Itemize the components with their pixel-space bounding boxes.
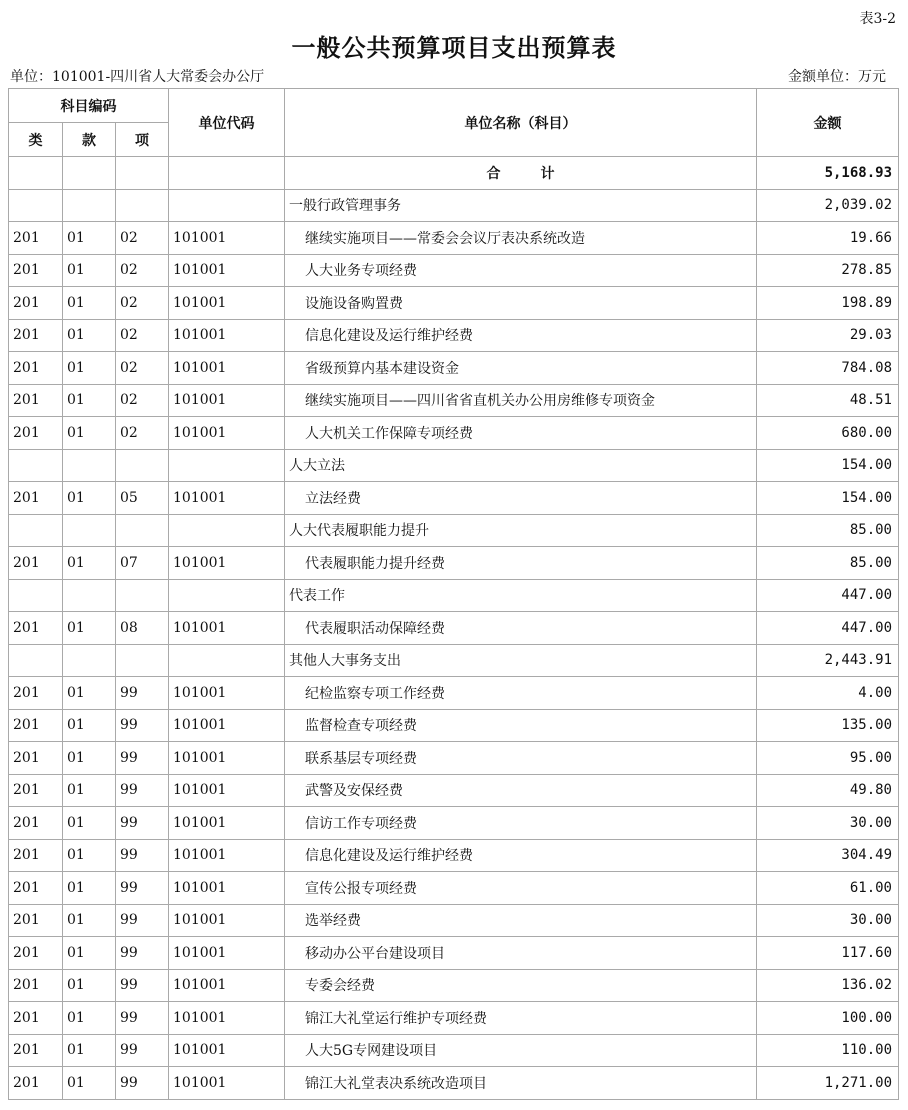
cell-kuan: 01 [63, 872, 116, 905]
cell-amount: 447.00 [757, 579, 899, 612]
cell-amount: 154.00 [757, 449, 899, 482]
cell-unit-name: 联系基层专项经费 [285, 742, 757, 775]
cell-amount: 135.00 [757, 709, 899, 742]
amount-unit-label: 金额单位：万元 [788, 69, 886, 85]
cell-xiang: 08 [116, 612, 169, 645]
cell-amount: 278.85 [757, 254, 899, 287]
cell-xiang: 99 [116, 1034, 169, 1067]
table-row [9, 384, 899, 417]
cell-unit-code [169, 514, 285, 547]
cell-lei: 201 [9, 482, 63, 515]
header-amount: 金额 [757, 89, 899, 157]
cell-unit-code: 101001 [169, 482, 285, 515]
cell-amount: 136.02 [757, 969, 899, 1002]
total-row [9, 157, 899, 190]
cell-kuan: 01 [63, 319, 116, 352]
cell-amount: 304.49 [757, 839, 899, 872]
cell-amount: 49.80 [757, 774, 899, 807]
table-number: 表3-2 [859, 11, 896, 27]
cell-xiang: 99 [116, 904, 169, 937]
cell-amount: 1,271.00 [757, 1067, 899, 1100]
total-label: 合计 [285, 157, 757, 190]
cell-xiang: 99 [116, 969, 169, 1002]
cell-xiang [116, 514, 169, 547]
header-unit-code: 单位代码 [169, 89, 285, 157]
cell-lei: 201 [9, 287, 63, 320]
cell-kuan: 01 [63, 287, 116, 320]
cell-lei: 201 [9, 254, 63, 287]
cell-kuan: 01 [63, 839, 116, 872]
cell-unit-code: 101001 [169, 839, 285, 872]
group-row [9, 644, 899, 677]
cell-unit-name: 人大代表履职能力提升 [285, 514, 757, 547]
cell-unit-name: 其他人大事务支出 [285, 644, 757, 677]
cell-amount: 100.00 [757, 1002, 899, 1035]
cell-xiang: 02 [116, 384, 169, 417]
cell-amount: 2,039.02 [757, 189, 899, 222]
table-row [9, 1067, 899, 1100]
cell-kuan: 01 [63, 1002, 116, 1035]
cell-unit-name: 代表履职能力提升经费 [285, 547, 757, 580]
group-row [9, 579, 899, 612]
table-row [9, 677, 899, 710]
cell-unit-code: 101001 [169, 1002, 285, 1035]
group-row [9, 449, 899, 482]
cell-xiang [116, 644, 169, 677]
cell-lei: 201 [9, 612, 63, 645]
cell-unit-code: 101001 [169, 807, 285, 840]
cell-lei [9, 644, 63, 677]
cell-lei [9, 449, 63, 482]
cell-kuan: 01 [63, 709, 116, 742]
cell-unit-name: 选举经费 [285, 904, 757, 937]
cell-lei: 201 [9, 709, 63, 742]
table-row [9, 417, 899, 450]
table-row [9, 839, 899, 872]
page-title: 一般公共预算项目支出预算表 [291, 33, 617, 62]
budget-table [8, 88, 899, 1100]
cell-unit-code: 101001 [169, 352, 285, 385]
cell-unit-code: 101001 [169, 1034, 285, 1067]
cell-kuan [63, 514, 116, 547]
cell-unit-name: 锦江大礼堂表决系统改造项目 [285, 1067, 757, 1100]
cell-amount: 85.00 [757, 547, 899, 580]
cell-amount: 784.08 [757, 352, 899, 385]
cell-lei: 201 [9, 742, 63, 775]
cell-lei: 201 [9, 384, 63, 417]
cell-lei [9, 579, 63, 612]
cell-amount: 61.00 [757, 872, 899, 905]
cell-amount: 2,443.91 [757, 644, 899, 677]
cell-amount: 680.00 [757, 417, 899, 450]
cell-unit-name: 代表履职活动保障经费 [285, 612, 757, 645]
cell-xiang: 02 [116, 254, 169, 287]
cell-unit-name: 人大5G专网建设项目 [285, 1034, 757, 1067]
header-lei: 类 [9, 123, 63, 157]
cell-kuan: 01 [63, 1034, 116, 1067]
table-row [9, 287, 899, 320]
cell-xiang: 99 [116, 839, 169, 872]
cell-amount: 117.60 [757, 937, 899, 970]
cell-amount: 110.00 [757, 1034, 899, 1067]
cell-unit-code: 101001 [169, 547, 285, 580]
cell-lei: 201 [9, 774, 63, 807]
cell-amount: 198.89 [757, 287, 899, 320]
cell-unit-code: 101001 [169, 1067, 285, 1100]
cell-unit-code [169, 579, 285, 612]
cell-amount: 154.00 [757, 482, 899, 515]
cell-unit-code [169, 644, 285, 677]
cell-lei: 201 [9, 1002, 63, 1035]
cell-unit-code: 101001 [169, 904, 285, 937]
table-row [9, 1034, 899, 1067]
table-row [9, 612, 899, 645]
cell-kuan: 01 [63, 612, 116, 645]
table-row [9, 1002, 899, 1035]
cell-lei: 201 [9, 222, 63, 255]
table-row [9, 872, 899, 905]
table-row [9, 969, 899, 1002]
cell-xiang: 99 [116, 1067, 169, 1100]
cell-amount: 19.66 [757, 222, 899, 255]
cell-unit-name: 专委会经费 [285, 969, 757, 1002]
cell-unit-code: 101001 [169, 742, 285, 775]
cell-xiang: 99 [116, 807, 169, 840]
header-xiang: 项 [116, 123, 169, 157]
cell-xiang [116, 189, 169, 222]
cell-unit-name: 继续实施项目——四川省省直机关办公用房维修专项资金 [285, 384, 757, 417]
cell-unit-code: 101001 [169, 287, 285, 320]
cell-kuan: 01 [63, 547, 116, 580]
cell-unit-code: 101001 [169, 417, 285, 450]
cell-kuan: 01 [63, 774, 116, 807]
table-row [9, 319, 899, 352]
cell-xiang: 99 [116, 742, 169, 775]
cell-kuan: 01 [63, 677, 116, 710]
table-row [9, 709, 899, 742]
cell-lei: 201 [9, 677, 63, 710]
cell-lei: 201 [9, 1034, 63, 1067]
cell-kuan: 01 [63, 482, 116, 515]
cell-xiang [116, 449, 169, 482]
cell-unit-code: 101001 [169, 222, 285, 255]
cell-xiang: 99 [116, 937, 169, 970]
cell-unit-name: 宣传公报专项经费 [285, 872, 757, 905]
cell-unit-name: 武警及安保经费 [285, 774, 757, 807]
cell-lei: 201 [9, 839, 63, 872]
cell-unit-name: 人大业务专项经费 [285, 254, 757, 287]
cell-unit-code [169, 189, 285, 222]
cell-xiang: 99 [116, 709, 169, 742]
cell-unit-name: 信访工作专项经费 [285, 807, 757, 840]
header-subject-code: 科目编码 [9, 89, 169, 123]
cell-lei: 201 [9, 937, 63, 970]
cell-unit-code [169, 449, 285, 482]
cell-kuan: 01 [63, 352, 116, 385]
cell-kuan: 01 [63, 937, 116, 970]
cell-xiang: 02 [116, 417, 169, 450]
cell-lei: 201 [9, 969, 63, 1002]
cell-amount: 48.51 [757, 384, 899, 417]
cell-unit-name: 纪检监察专项工作经费 [285, 677, 757, 710]
table-row [9, 547, 899, 580]
cell-kuan: 01 [63, 807, 116, 840]
cell-unit-name: 继续实施项目——常委会会议厅表决系统改造 [285, 222, 757, 255]
cell-xiang: 99 [116, 677, 169, 710]
cell-amount: 30.00 [757, 807, 899, 840]
cell-kuan [63, 449, 116, 482]
cell-amount: 29.03 [757, 319, 899, 352]
cell-kuan: 01 [63, 222, 116, 255]
cell-kuan: 01 [63, 1067, 116, 1100]
cell-xiang: 99 [116, 774, 169, 807]
table-row [9, 774, 899, 807]
cell-lei: 201 [9, 904, 63, 937]
cell-unit-name: 监督检查专项经费 [285, 709, 757, 742]
header-unit-name: 单位名称（科目） [285, 89, 757, 157]
table-row [9, 254, 899, 287]
cell-unit-name: 锦江大礼堂运行维护专项经费 [285, 1002, 757, 1035]
cell-lei [9, 189, 63, 222]
cell-kuan: 01 [63, 417, 116, 450]
cell-lei: 201 [9, 417, 63, 450]
cell-unit-code: 101001 [169, 774, 285, 807]
cell-xiang: 02 [116, 319, 169, 352]
cell-lei: 201 [9, 547, 63, 580]
cell-xiang [116, 579, 169, 612]
cell-xiang: 07 [116, 547, 169, 580]
cell-xiang: 02 [116, 352, 169, 385]
table-row [9, 352, 899, 385]
cell-unit-code: 101001 [169, 384, 285, 417]
cell-unit-name: 人大机关工作保障专项经费 [285, 417, 757, 450]
cell-kuan [63, 644, 116, 677]
cell-xiang: 99 [116, 872, 169, 905]
table-row [9, 807, 899, 840]
header-kuan: 款 [63, 123, 116, 157]
cell-amount: 85.00 [757, 514, 899, 547]
table-row [9, 904, 899, 937]
cell-unit-name: 设施设备购置费 [285, 287, 757, 320]
cell-amount: 4.00 [757, 677, 899, 710]
cell-unit-name: 省级预算内基本建设资金 [285, 352, 757, 385]
cell-amount: 30.00 [757, 904, 899, 937]
cell-unit-code: 101001 [169, 969, 285, 1002]
cell-kuan [63, 579, 116, 612]
cell-lei: 201 [9, 1067, 63, 1100]
total-amount: 5,168.93 [757, 157, 899, 190]
group-row [9, 514, 899, 547]
cell-lei: 201 [9, 352, 63, 385]
table-row [9, 937, 899, 970]
cell-xiang: 99 [116, 1002, 169, 1035]
cell-amount: 447.00 [757, 612, 899, 645]
cell-kuan: 01 [63, 969, 116, 1002]
table-row [9, 222, 899, 255]
cell-kuan [63, 189, 116, 222]
cell-unit-code: 101001 [169, 612, 285, 645]
cell-lei: 201 [9, 872, 63, 905]
cell-kuan: 01 [63, 742, 116, 775]
group-row [9, 189, 899, 222]
cell-xiang: 05 [116, 482, 169, 515]
cell-kuan: 01 [63, 384, 116, 417]
cell-lei: 201 [9, 319, 63, 352]
cell-unit-code: 101001 [169, 937, 285, 970]
cell-unit-code: 101001 [169, 254, 285, 287]
cell-xiang: 02 [116, 287, 169, 320]
cell-unit-name: 立法经费 [285, 482, 757, 515]
table-row [9, 742, 899, 775]
cell-kuan: 01 [63, 254, 116, 287]
cell-unit-name: 信息化建设及运行维护经费 [285, 839, 757, 872]
cell-xiang: 02 [116, 222, 169, 255]
cell-unit-code: 101001 [169, 319, 285, 352]
cell-unit-name: 一般行政管理事务 [285, 189, 757, 222]
cell-unit-code: 101001 [169, 872, 285, 905]
cell-unit-code: 101001 [169, 709, 285, 742]
cell-amount: 95.00 [757, 742, 899, 775]
unit-label: 单位：101001-四川省人大常委会办公厅 [10, 69, 265, 85]
cell-unit-code: 101001 [169, 677, 285, 710]
cell-unit-name: 信息化建设及运行维护经费 [285, 319, 757, 352]
table-row [9, 482, 899, 515]
cell-unit-name: 代表工作 [285, 579, 757, 612]
cell-kuan: 01 [63, 904, 116, 937]
cell-lei [9, 514, 63, 547]
cell-unit-name: 人大立法 [285, 449, 757, 482]
cell-unit-name: 移动办公平台建设项目 [285, 937, 757, 970]
cell-lei: 201 [9, 807, 63, 840]
